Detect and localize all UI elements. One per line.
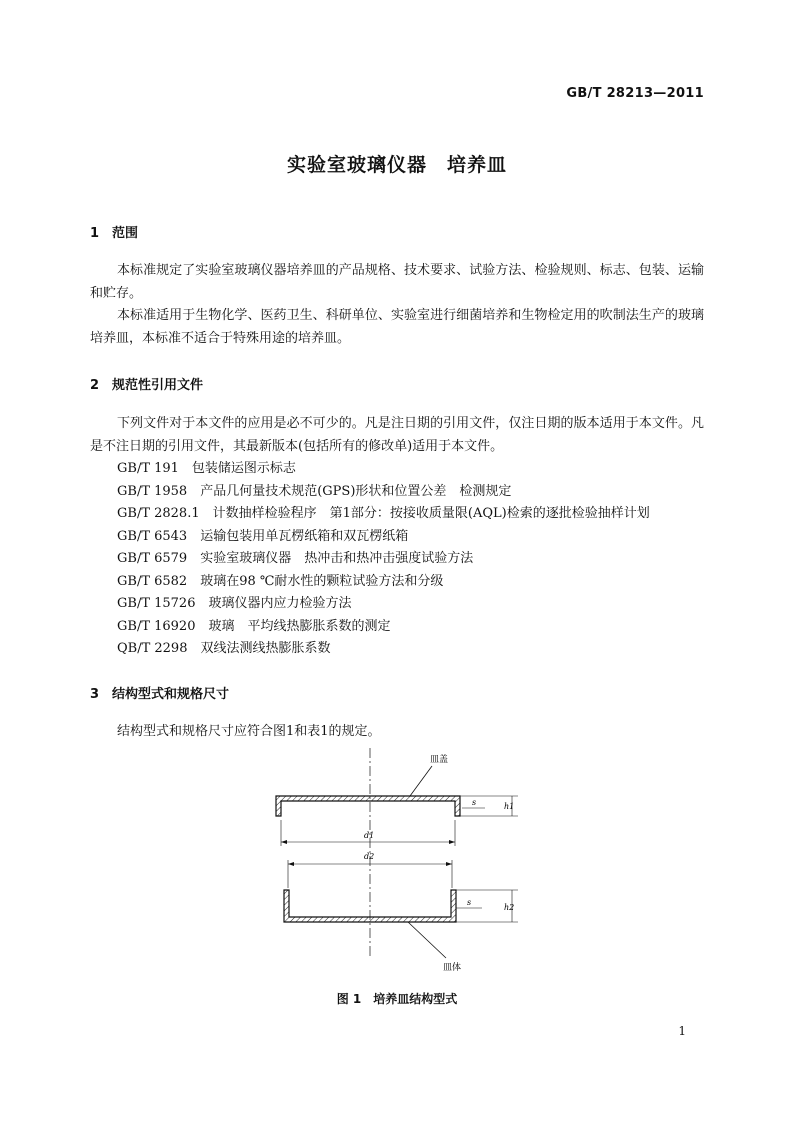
dish-lid [276,796,460,816]
reference-list [117,458,707,661]
scope-paragraph-1: 本标准规定了实验室玻璃仪器培养皿的产品规格、技术要求、试验方法、检验规则、标志、包装、运输和贮存。 [90,263,704,301]
document-title: 实验室玻璃仪器 培养皿 [286,154,507,176]
section-title: 范围 [112,226,139,241]
section-heading-structure [90,683,229,702]
body-label: 皿体 [443,963,462,973]
page-number: 1 [678,1024,686,1038]
reference-item: GB/T 15726 玻璃仪器内应力检验方法 [117,596,352,611]
reference-item: GB/T 6543 运输包装用单瓦楞纸箱和双瓦楞纸箱 [117,528,409,544]
reference-item: QB/T 2298 双线法测线热膨胀系数 [117,641,331,656]
reference-item: GB/T 6582 玻璃在98 ℃耐水性的颗粒试验方法和分级 [117,573,444,589]
section-heading-normative-references [90,374,203,393]
reference-item: GB/T 2828.1 计数抽样检验程序 第1部分：按接收质量限(AQL)检索的逐批检验抽样计划 [117,506,650,521]
petri-dish-figure [260,748,540,978]
scope-paragraph-2: 本标准适用于生物化学、医药卫生、科研单位、实验室进行细菌培养和生物检定用的吹制法生产的玻璃培养皿，本标准不适合于特殊用途的培养皿。 [90,308,704,346]
section-number: 2 [90,378,100,393]
section-number: 3 [90,687,100,702]
d1-label: d1 [364,831,375,840]
reference-item: GB/T 1958 产品几何量技术规范(GPS)形状和位置公差 检测规定 [117,483,512,499]
standard-number: GB/T 28213—2011 [566,86,704,101]
section-number: 1 [90,226,100,241]
figure-caption: 图 1 培养皿结构型式 [336,992,458,1006]
reference-item: GB/T 16920 玻璃 平均线热膨胀系数的测定 [117,618,391,634]
h2-label: h2 [504,903,515,912]
structure-paragraph: 结构型式和规格尺寸应符合图1和表1的规定。 [117,724,381,739]
lid-s-label: s [472,798,477,807]
lid-leader-line [410,766,432,796]
body-s-label: s [467,898,472,907]
section-title: 规范性引用文件 [112,378,204,393]
lid-label: 皿盖 [430,755,449,765]
d2-label: d2 [364,852,375,861]
section-title: 结构型式和规格尺寸 [112,687,230,702]
h1-label: h1 [504,802,515,811]
reference-item: GB/T 191 包装储运图示标志 [117,461,296,476]
section-heading-scope [90,222,138,241]
references-intro: 下列文件对于本文件的应用是必不可少的。凡是注日期的引用文件，仅注日期的版本适用于本文件。凡是不注日期的引用文件，其最新版本(包括所有的修改单)适用于本文件。 [90,416,704,454]
reference-item: GB/T 6579 实验室玻璃仪器 热冲击和热冲击强度试验方法 [117,551,474,566]
body-leader-line [408,922,446,958]
